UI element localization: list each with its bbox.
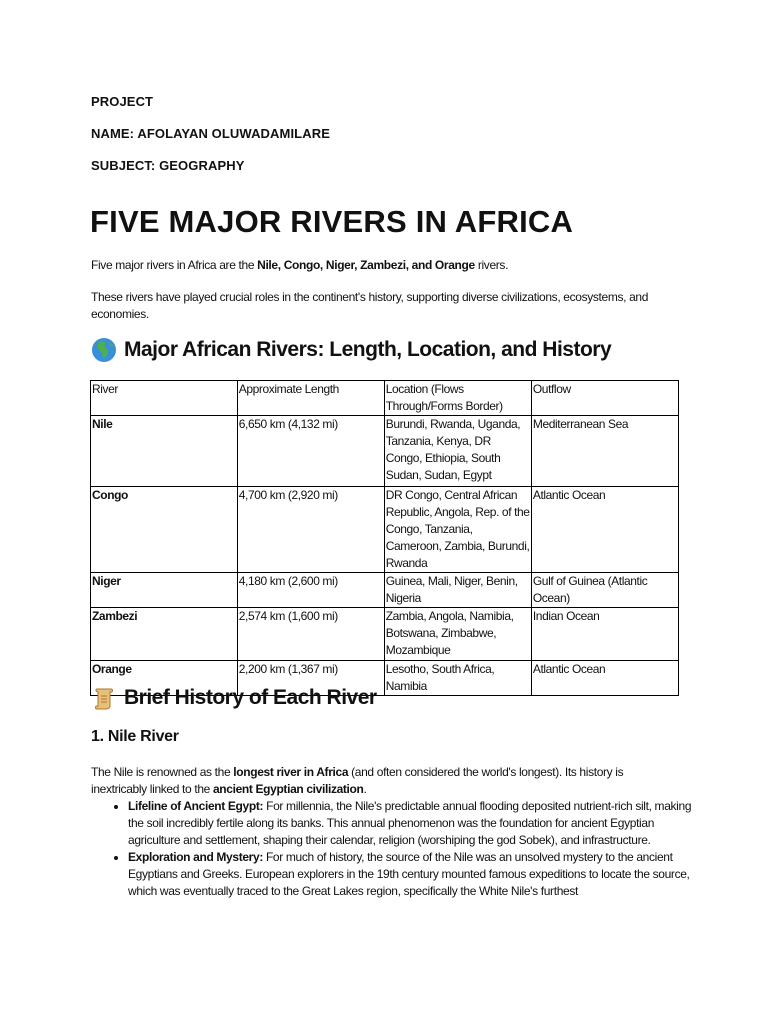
bullet-text: For much of history, the source of the Nile was an unsolved mystery to the ancient Egyptians and Greeks. European explorers in the 19th century mounted famous expeditions to locate the source, which was eventually traced to the Great Lakes region, specifically the White Nile's furthest [128,850,690,898]
bullet-label: Exploration and Mystery: [128,850,263,864]
list-item [128,798,698,849]
table-row [91,416,679,487]
table-header-cell: River [91,381,238,416]
table-row [91,608,679,661]
intro-text-end: rivers. [474,258,509,272]
project-label: PROJECT [91,94,154,109]
table-cell-location: Lesotho, South Africa, Namibia [384,661,531,696]
bullet-text: For millennia, the Nile's predictable annual flooding deposited nutrient-rich silt, making the soil incredibly fertile along its banks. This annual phenomenon was the foundation for ancient Egyptian agriculture and settlement, shaping their calendar, religion (worshiping the god Sobek), and infrastructure. [128,799,692,847]
table-row [91,487,679,573]
bullet-label: Lifeline of Ancient Egypt: [128,799,264,813]
intro-paragraph-1 [91,257,681,274]
section-heading-rivers [90,336,611,364]
table-cell-location: DR Congo, Central African Republic, Angola, Rep. of the Congo, Tanzania, Cameroon, Zambia, Burundi, Rwanda [384,487,531,573]
table-cell-river: Nile [91,416,238,487]
globe-africa-icon [90,336,118,364]
table-cell-river: Niger [91,573,238,608]
intro-rivers-bold: Nile, Congo, Niger, Zambezi, and Orange [257,258,475,272]
table-cell-length: 4,700 km (2,920 mi) [237,487,384,573]
intro-paragraph-2: These rivers have played crucial roles in the continent's history, supporting diverse civilizations, ecosystems, and economies. [91,290,649,321]
scroll-icon [90,684,118,712]
table-cell-outflow: Gulf of Guinea (Atlantic Ocean) [531,573,678,608]
nile-intro-paragraph [91,764,681,798]
section-heading-history [90,684,377,712]
table-header-cell: Outflow [531,381,678,416]
nile-text-mid: (and often considered the world's longest). Its history is inextricably linked to the [91,765,624,796]
table-cell-river: Orange [91,661,238,696]
table-cell-location: Guinea, Mali, Niger, Benin, Nigeria [384,573,531,608]
table-header-cell: Location (Flows Through/Forms Border) [384,381,531,416]
nile-bold-egypt: ancient Egyptian civilization [212,782,364,796]
table-cell-outflow: Atlantic Ocean [531,487,678,573]
table-cell-length: 6,650 km (4,132 mi) [237,416,384,487]
table-cell-length: 2,200 km (1,367 mi) [237,661,384,696]
table-cell-outflow: Indian Ocean [531,608,678,661]
student-name: NAME: AFOLAYAN OLUWADAMILARE [91,126,330,141]
table-row [91,573,679,608]
section-heading-rivers-text: Major African Rivers: Length, Location, and History [124,338,612,361]
table-header-cell: Approximate Length [237,381,384,416]
nile-text: The Nile is renowned as the [91,765,234,779]
nile-text-end: . [363,782,367,796]
nile-bold-longest: longest river in Africa [233,765,349,779]
list-item [128,849,698,900]
table-cell-river: Congo [91,487,238,573]
nile-bullet-list [108,798,698,900]
table-cell-outflow: Mediterranean Sea [531,416,678,487]
subject-label: SUBJECT: GEOGRAPHY [91,158,245,173]
table-header-row [91,381,679,416]
section-heading-history-text: Brief History of Each River [124,686,377,709]
table-cell-river: Zambezi [91,608,238,661]
intro-text: Five major rivers in Africa are the [91,258,258,272]
table-cell-length: 2,574 km (1,600 mi) [237,608,384,661]
table-cell-location: Zambia, Angola, Namibia, Botswana, Zimbabwe, Mozambique [384,608,531,661]
nile-heading: 1. Nile River [91,728,179,745]
table-cell-length: 4,180 km (2,600 mi) [237,573,384,608]
table-cell-outflow: Atlantic Ocean [531,661,678,696]
rivers-table [90,380,679,696]
document-title: FIVE MAJOR RIVERS IN AFRICA [90,204,574,239]
table-cell-location: Burundi, Rwanda, Uganda, Tanzania, Kenya, DR Congo, Ethiopia, South Sudan, Sudan, Egypt [384,416,531,487]
